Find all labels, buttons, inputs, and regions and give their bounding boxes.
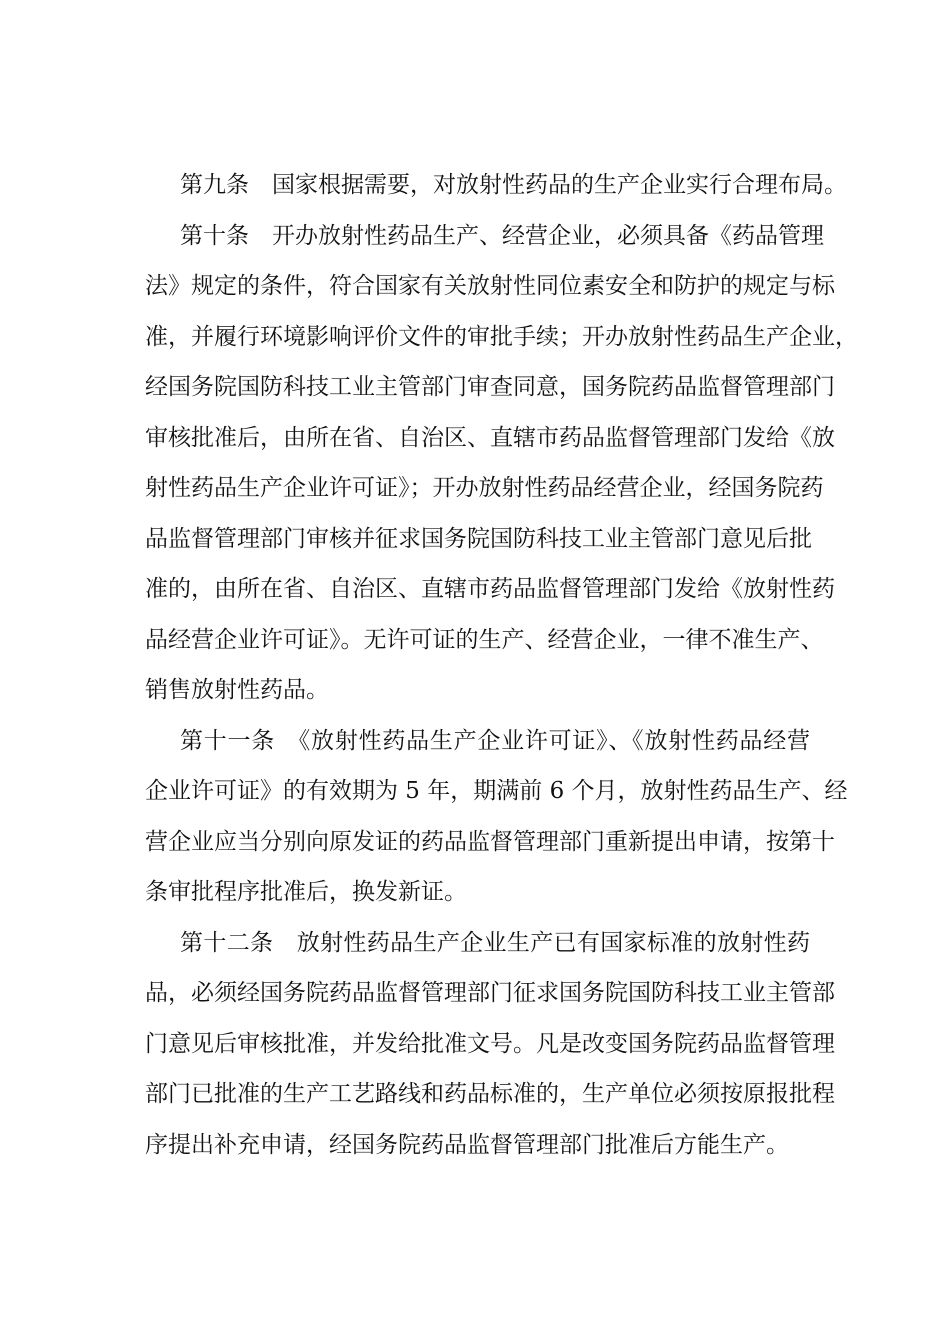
text-line: 审核批准后，由所在省、自治区、直辖市药品监督管理部门发给《放: [145, 424, 835, 451]
text-line: 射性药品生产企业许可证》；开办放射性药品经营企业，经国务院药: [145, 475, 824, 501]
document-body: [145, 160, 858, 1170]
text-line: 部门已批准的生产工艺路线和药品标准的，生产单位必须按原报批程: [145, 1081, 835, 1107]
text-line: 品，必须经国务院药品监督管理部门征求国务院国防科技工业主管部: [145, 980, 835, 1006]
text-line: 销售放射性药品。: [145, 677, 329, 703]
text-line: 第十一条 《放射性药品生产企业许可证》、《放射性药品经营: [180, 727, 810, 754]
article-9: [145, 160, 847, 211]
text-line: 第十二条 放射性药品生产企业生产已有国家标准的放射性药: [180, 929, 810, 956]
text-line: 门意见后审核批准，并发给批准文号。凡是改变国务院药品监督管理: [145, 1030, 835, 1057]
text-line: 企业许可证》的有效期为 5 年，期满前 6 个月，放射性药品生产、经: [145, 778, 848, 804]
text-line: 品经营企业许可证》。无许可证的生产、经营企业，一律不准生产、: [145, 626, 824, 653]
text-line: 第十条 开办放射性药品生产、经营企业，必须具备《药品管理: [180, 222, 824, 249]
text-line: 条审批程序批准后，换发新证。: [145, 879, 467, 905]
text-line: 序提出补充申请，经国务院药品监督管理部门批准后方能生产。: [145, 1131, 789, 1158]
text-line: 准，并履行环境影响评价文件的审批手续；开办放射性药品生产企业，: [145, 323, 858, 350]
text-line: 营企业应当分别向原发证的药品监督管理部门重新提出申请，按第十: [145, 828, 835, 855]
text-line: 品监督管理部门审核并征求国务院国防科技工业主管部门意见后批: [145, 525, 812, 552]
article-12: [145, 918, 835, 1171]
article-10: [145, 211, 858, 716]
text-line: 经国务院国防科技工业主管部门审查同意，国务院药品监督管理部门: [145, 374, 835, 400]
text-line: 第九条 国家根据需要，对放射性药品的生产企业实行合理布局。: [180, 172, 847, 198]
text-line: 法》规定的条件，符合国家有关放射性同位素安全和防护的规定与标: [145, 273, 835, 299]
article-11: [145, 716, 848, 918]
text-line: 准的，由所在省、自治区、直辖市药品监督管理部门发给《放射性药: [145, 576, 835, 602]
